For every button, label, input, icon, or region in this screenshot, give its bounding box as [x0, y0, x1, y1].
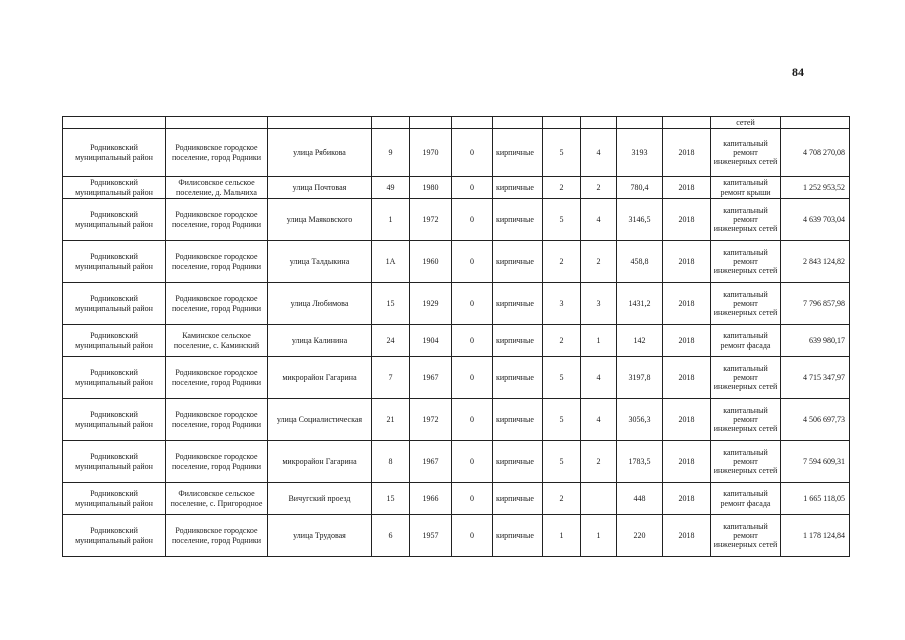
- cell-cost: 1 178 124,84: [781, 515, 850, 557]
- cell-address: Вичугский проезд: [268, 483, 372, 515]
- cell-floors: 5: [543, 399, 581, 441]
- cell-year: 1970: [410, 129, 452, 177]
- cell-house: 7: [372, 357, 410, 399]
- page-number: 84: [792, 65, 804, 79]
- cell-district: Родниковский муниципальный район: [63, 325, 166, 357]
- cell-district: Родниковский муниципальный район: [63, 483, 166, 515]
- cell-zero: 0: [452, 177, 493, 199]
- cell-settlement: Родниковское городское поселение, город Родники: [166, 441, 268, 483]
- cell-entrances: 4: [581, 357, 617, 399]
- cell-cost: 4 715 347,97: [781, 357, 850, 399]
- cell-entrances: [581, 483, 617, 515]
- cell-zero: 0: [452, 515, 493, 557]
- cell-work: капитальный ремонт инженерных сетей: [711, 283, 781, 325]
- table-row: [63, 283, 850, 325]
- cell-cost: 4 708 270,08: [781, 129, 850, 177]
- cell-floors: 5: [543, 441, 581, 483]
- table-body: [63, 117, 850, 557]
- cell-area: 3056,3: [617, 399, 663, 441]
- cell-empty: [781, 117, 850, 129]
- cell-cost: 639 980,17: [781, 325, 850, 357]
- cell-settlement: Родниковское городское поселение, город Родники: [166, 283, 268, 325]
- table-row: [63, 199, 850, 241]
- cell-floors: 2: [543, 177, 581, 199]
- cell-plan-year: 2018: [663, 325, 711, 357]
- cell-address: улица Калинина: [268, 325, 372, 357]
- cell-address: улица Социалистическая: [268, 399, 372, 441]
- cell-year: 1972: [410, 399, 452, 441]
- cell-work: капитальный ремонт инженерных сетей: [711, 399, 781, 441]
- cell-work: капитальный ремонт фасада: [711, 483, 781, 515]
- table-row: [63, 325, 850, 357]
- cell-address: улица Почтовая: [268, 177, 372, 199]
- cell-house: 1А: [372, 241, 410, 283]
- cell-material: кирпичные: [493, 241, 543, 283]
- cell-year: 1960: [410, 241, 452, 283]
- cell-settlement: Филисовское сельское поселение, с. Пригородное: [166, 483, 268, 515]
- cell-material: кирпичные: [493, 357, 543, 399]
- table-row: [63, 441, 850, 483]
- cell-address: улица Талдыкина: [268, 241, 372, 283]
- cell-area: 220: [617, 515, 663, 557]
- cell-district: Родниковский муниципальный район: [63, 357, 166, 399]
- cell-material: кирпичные: [493, 129, 543, 177]
- cell-area: 448: [617, 483, 663, 515]
- cell-plan-year: 2018: [663, 199, 711, 241]
- cell-material: кирпичные: [493, 325, 543, 357]
- cell-year: 1972: [410, 199, 452, 241]
- cell-empty: [581, 117, 617, 129]
- cell-empty: [410, 117, 452, 129]
- cell-settlement: Родниковское городское поселение, город Родники: [166, 515, 268, 557]
- cell-year: 1904: [410, 325, 452, 357]
- cell-zero: 0: [452, 441, 493, 483]
- cell-entrances: 1: [581, 515, 617, 557]
- cell-year: 1967: [410, 441, 452, 483]
- cell-settlement: Каминское сельское поселение, с. Каминский: [166, 325, 268, 357]
- cell-empty: [166, 117, 268, 129]
- cell-entrances: 2: [581, 441, 617, 483]
- cell-material: кирпичные: [493, 199, 543, 241]
- cell-settlement: Родниковское городское поселение, город Родники: [166, 199, 268, 241]
- cell-year: 1966: [410, 483, 452, 515]
- cell-floors: 1: [543, 515, 581, 557]
- table-row: [63, 515, 850, 557]
- cell-plan-year: 2018: [663, 441, 711, 483]
- table-row: [63, 399, 850, 441]
- cell-entrances: 3: [581, 283, 617, 325]
- cell-zero: 0: [452, 129, 493, 177]
- housing-repair-table: [62, 116, 850, 557]
- cell-empty: [617, 117, 663, 129]
- cell-empty: [663, 117, 711, 129]
- cell-work: капитальный ремонт инженерных сетей: [711, 199, 781, 241]
- cell-house: 9: [372, 129, 410, 177]
- cell-district: Родниковский муниципальный район: [63, 129, 166, 177]
- table-row: [63, 129, 850, 177]
- cell-district: Родниковский муниципальный район: [63, 241, 166, 283]
- cell-house: 24: [372, 325, 410, 357]
- cell-address: улица Любимова: [268, 283, 372, 325]
- table-row: [63, 483, 850, 515]
- cell-work-tail: сетей: [711, 117, 781, 129]
- cell-cost: 1 665 118,05: [781, 483, 850, 515]
- cell-material: кирпичные: [493, 177, 543, 199]
- cell-floors: 2: [543, 241, 581, 283]
- cell-entrances: 2: [581, 177, 617, 199]
- cell-area: 3193: [617, 129, 663, 177]
- cell-work: капитальный ремонт инженерных сетей: [711, 357, 781, 399]
- cell-cost: 1 252 953,52: [781, 177, 850, 199]
- cell-cost: 4 639 703,04: [781, 199, 850, 241]
- cell-house: 1: [372, 199, 410, 241]
- cell-settlement: Родниковское городское поселение, город Родники: [166, 129, 268, 177]
- cell-empty: [543, 117, 581, 129]
- cell-zero: 0: [452, 399, 493, 441]
- cell-work: капитальный ремонт инженерных сетей: [711, 241, 781, 283]
- table-row-continued: [63, 117, 850, 129]
- cell-cost: 7 796 857,98: [781, 283, 850, 325]
- cell-cost: 7 594 609,31: [781, 441, 850, 483]
- cell-settlement: Филисовское сельское поселение, д. Мальчиха: [166, 177, 268, 199]
- cell-material: кирпичные: [493, 483, 543, 515]
- cell-empty: [372, 117, 410, 129]
- cell-zero: 0: [452, 357, 493, 399]
- cell-zero: 0: [452, 241, 493, 283]
- cell-plan-year: 2018: [663, 515, 711, 557]
- cell-entrances: 2: [581, 241, 617, 283]
- cell-plan-year: 2018: [663, 283, 711, 325]
- cell-district: Родниковский муниципальный район: [63, 283, 166, 325]
- cell-material: кирпичные: [493, 399, 543, 441]
- cell-area: 780,4: [617, 177, 663, 199]
- cell-material: кирпичные: [493, 515, 543, 557]
- table-row: [63, 357, 850, 399]
- cell-settlement: Родниковское городское поселение, город Родники: [166, 241, 268, 283]
- cell-floors: 5: [543, 199, 581, 241]
- cell-house: 8: [372, 441, 410, 483]
- cell-address: улица Маяковского: [268, 199, 372, 241]
- cell-material: кирпичные: [493, 283, 543, 325]
- cell-address: микрорайон Гагарина: [268, 357, 372, 399]
- cell-plan-year: 2018: [663, 129, 711, 177]
- cell-area: 142: [617, 325, 663, 357]
- cell-house: 6: [372, 515, 410, 557]
- cell-house: 15: [372, 283, 410, 325]
- cell-plan-year: 2018: [663, 357, 711, 399]
- cell-cost: 4 506 697,73: [781, 399, 850, 441]
- cell-district: Родниковский муниципальный район: [63, 441, 166, 483]
- cell-floors: 2: [543, 325, 581, 357]
- cell-area: 1783,5: [617, 441, 663, 483]
- cell-settlement: Родниковское городское поселение, город Родники: [166, 357, 268, 399]
- cell-plan-year: 2018: [663, 241, 711, 283]
- cell-address: улица Трудовая: [268, 515, 372, 557]
- cell-entrances: 4: [581, 399, 617, 441]
- cell-house: 15: [372, 483, 410, 515]
- cell-cost: 2 843 124,82: [781, 241, 850, 283]
- cell-empty: [63, 117, 166, 129]
- table-row: [63, 177, 850, 199]
- cell-address: микрорайон Гагарина: [268, 441, 372, 483]
- cell-zero: 0: [452, 283, 493, 325]
- cell-address: улица Рябикова: [268, 129, 372, 177]
- cell-work: капитальный ремонт инженерных сетей: [711, 515, 781, 557]
- cell-entrances: 4: [581, 199, 617, 241]
- cell-floors: 5: [543, 129, 581, 177]
- cell-district: Родниковский муниципальный район: [63, 515, 166, 557]
- cell-work: капитальный ремонт инженерных сетей: [711, 441, 781, 483]
- cell-area: 3146,5: [617, 199, 663, 241]
- cell-material: кирпичные: [493, 441, 543, 483]
- cell-floors: 2: [543, 483, 581, 515]
- cell-empty: [268, 117, 372, 129]
- cell-floors: 5: [543, 357, 581, 399]
- cell-area: 3197,8: [617, 357, 663, 399]
- cell-zero: 0: [452, 325, 493, 357]
- cell-zero: 0: [452, 199, 493, 241]
- cell-area: 1431,2: [617, 283, 663, 325]
- cell-year: 1957: [410, 515, 452, 557]
- cell-settlement: Родниковское городское поселение, город Родники: [166, 399, 268, 441]
- cell-work: капитальный ремонт инженерных сетей: [711, 129, 781, 177]
- cell-year: 1967: [410, 357, 452, 399]
- cell-district: Родниковский муниципальный район: [63, 177, 166, 199]
- cell-plan-year: 2018: [663, 177, 711, 199]
- cell-empty: [452, 117, 493, 129]
- cell-entrances: 4: [581, 129, 617, 177]
- cell-year: 1929: [410, 283, 452, 325]
- cell-house: 21: [372, 399, 410, 441]
- cell-area: 458,8: [617, 241, 663, 283]
- cell-empty: [493, 117, 543, 129]
- table-row: [63, 241, 850, 283]
- cell-floors: 3: [543, 283, 581, 325]
- cell-plan-year: 2018: [663, 483, 711, 515]
- cell-plan-year: 2018: [663, 399, 711, 441]
- cell-work: капитальный ремонт крыши: [711, 177, 781, 199]
- cell-work: капитальный ремонт фасада: [711, 325, 781, 357]
- cell-district: Родниковский муниципальный район: [63, 399, 166, 441]
- cell-entrances: 1: [581, 325, 617, 357]
- cell-year: 1980: [410, 177, 452, 199]
- cell-district: Родниковский муниципальный район: [63, 199, 166, 241]
- cell-house: 49: [372, 177, 410, 199]
- cell-zero: 0: [452, 483, 493, 515]
